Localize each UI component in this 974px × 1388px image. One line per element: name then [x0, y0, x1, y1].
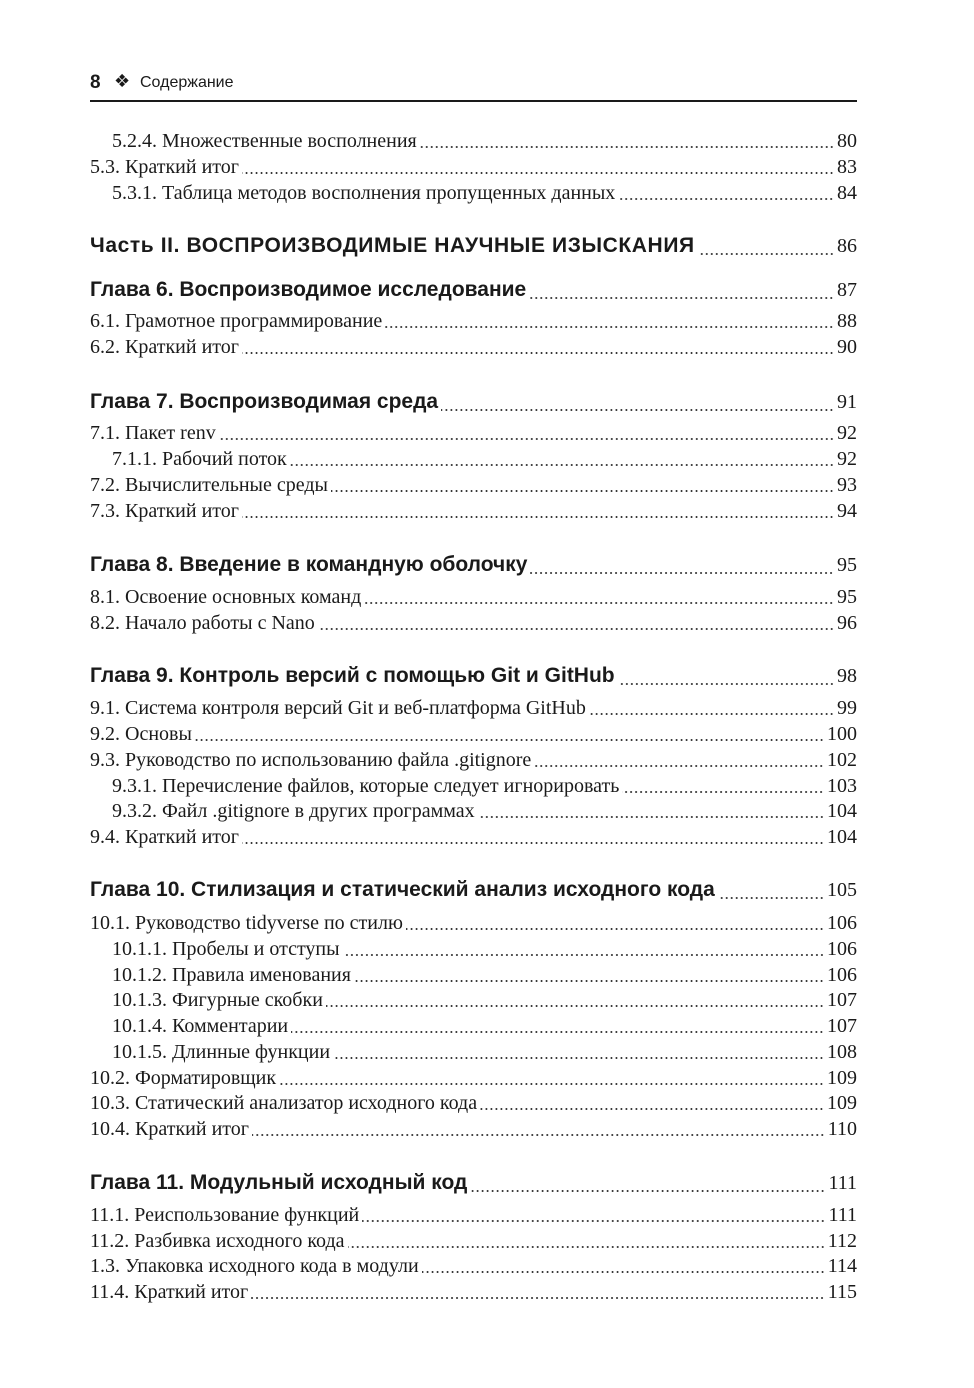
toc-entry-page: 106 [827, 964, 857, 986]
toc-chapter[interactable] [90, 1168, 857, 1198]
toc-entry-label: 9.3.1. Перечисление файлов, которые следует игнорировать [112, 775, 620, 797]
dot-leader [406, 928, 824, 930]
toc-entry-page: 109 [827, 1067, 857, 1089]
dot-leader [252, 1134, 825, 1136]
dot-leader [589, 713, 834, 715]
dot-leader [242, 842, 824, 844]
toc-entry-label: 10.1.5. Длинные функции [112, 1041, 331, 1063]
toc-chapter-label: Глава 10. Стилизация и статический анализ исходного кода [90, 878, 715, 901]
toc-entry[interactable] [90, 747, 857, 773]
toc-chapter[interactable] [90, 387, 857, 417]
page-number: 8 [90, 72, 101, 93]
dot-leader [354, 980, 824, 982]
dot-leader [343, 954, 824, 956]
toc-entry-label: 10.1.1. Пробелы и отступы [112, 938, 340, 960]
dot-leader [470, 1190, 825, 1192]
toc-entry-label: 5.2.4. Множественные восполнения [112, 130, 417, 152]
toc-entry[interactable] [90, 987, 857, 1013]
toc-entry[interactable] [90, 910, 857, 936]
dot-leader [422, 1271, 825, 1273]
table-of-contents [90, 0, 857, 1388]
toc-entry-page: 94 [837, 500, 857, 522]
toc-entry-page: 99 [837, 697, 857, 719]
toc-entry-label: 11.2. Разбивка исходного кода [90, 1230, 345, 1252]
toc-entry-label: 9.3.2. Файл .gitignore в других программах [112, 800, 475, 822]
dot-leader [290, 464, 834, 466]
toc-entry-label: 10.1.3. Фигурные скобки [112, 989, 323, 1011]
toc-entry-page: 96 [837, 612, 857, 634]
toc-entry[interactable] [90, 1039, 857, 1065]
toc-entry[interactable] [90, 773, 857, 799]
toc-entry-label: 10.4. Краткий итог [90, 1118, 249, 1140]
toc-entry[interactable] [90, 420, 857, 446]
toc-entry-page: 106 [827, 938, 857, 960]
toc-entry-label: 7.1. Пакет renv [90, 422, 216, 444]
dot-leader [441, 409, 834, 411]
toc-entry-page: 107 [827, 989, 857, 1011]
dot-leader [534, 765, 824, 767]
toc-entry[interactable] [90, 334, 857, 360]
toc-entry-page: 115 [827, 1281, 857, 1303]
toc-entry-page: 111 [828, 1204, 857, 1226]
toc-entry-page: 86 [837, 235, 857, 257]
ornament-icon: ❖ [114, 71, 131, 91]
toc-chapter-label: Глава 9. Контроль версий с помощью Git и GitHub [90, 664, 615, 687]
toc-entry[interactable] [90, 1090, 857, 1116]
toc-entry-page: 114 [827, 1255, 857, 1277]
toc-entry[interactable] [90, 936, 857, 962]
dot-leader [242, 172, 834, 174]
toc-entry[interactable] [90, 128, 857, 154]
dot-leader [331, 490, 834, 492]
dot-leader [348, 1246, 825, 1248]
toc-entry-page: 92 [837, 422, 857, 444]
toc-entry[interactable] [90, 180, 857, 206]
toc-part[interactable] [90, 231, 857, 261]
toc-part-label: Часть II. ВОСПРОИЗВОДИМЫЕ НАУЧНЫЕ ИЗЫСКАНИЯ [90, 234, 695, 257]
toc-entry-label: 8.1. Освоение основных команд [90, 586, 362, 608]
toc-entry[interactable] [90, 154, 857, 180]
dot-leader [618, 198, 834, 200]
toc-entry-page: 91 [837, 391, 857, 413]
dot-leader [279, 1083, 824, 1085]
toc-entry-label: 6.2. Краткий итог [90, 336, 239, 358]
toc-entry-page: 90 [837, 336, 857, 358]
toc-entry[interactable] [90, 472, 857, 498]
toc-entry-page: 108 [827, 1041, 857, 1063]
dot-leader [333, 1057, 824, 1059]
toc-entry[interactable] [90, 308, 857, 334]
dot-leader [318, 628, 834, 630]
toc-entry[interactable] [90, 962, 857, 988]
toc-chapter-label: Глава 6. Воспроизводимое исследование [90, 278, 527, 301]
toc-entry[interactable] [90, 1116, 857, 1142]
dot-leader [242, 516, 834, 518]
toc-entry-page: 107 [827, 1015, 857, 1037]
dot-leader [364, 602, 834, 604]
dot-leader [618, 683, 834, 685]
dot-leader [385, 326, 834, 328]
toc-entry-page: 95 [837, 586, 857, 608]
dot-leader [242, 352, 834, 354]
toc-entry-page: 105 [827, 879, 857, 901]
toc-entry[interactable] [90, 610, 857, 636]
toc-chapter[interactable] [90, 550, 857, 580]
toc-entry[interactable] [90, 798, 857, 824]
toc-entry-page: 110 [827, 1118, 857, 1140]
toc-entry[interactable] [90, 1065, 857, 1091]
toc-entry-label: 10.2. Форматировщик [90, 1067, 277, 1089]
toc-entry-page: 111 [828, 1172, 857, 1194]
toc-entry-page: 84 [837, 182, 857, 204]
dot-leader [420, 146, 834, 148]
toc-entry[interactable] [90, 446, 857, 472]
toc-entry[interactable] [90, 721, 857, 747]
toc-entry-page: 83 [837, 156, 857, 178]
toc-entry-page: 93 [837, 474, 857, 496]
dot-leader [622, 791, 824, 793]
toc-entry-label: 9.2. Основы [90, 723, 192, 745]
toc-entry-page: 104 [827, 826, 857, 848]
toc-entry-page: 88 [837, 310, 857, 332]
toc-entry-label: 5.3. Краткий итог [90, 156, 239, 178]
toc-entry-label: 10.3. Статический анализатор исходного кода [90, 1092, 478, 1114]
toc-entry-label: 11.1. Реиспользование функций [90, 1204, 360, 1226]
toc-chapter-label: Глава 11. Модульный исходный код [90, 1171, 468, 1194]
toc-entry-page: 106 [827, 912, 857, 934]
toc-entry[interactable] [90, 1013, 857, 1039]
toc-entry[interactable] [90, 1228, 857, 1254]
dot-leader [480, 1108, 824, 1110]
toc-entry-page: 104 [827, 800, 857, 822]
dot-leader [195, 739, 824, 741]
toc-entry-label: 9.1. Система контроля версий Git и веб-платформа GitHub [90, 697, 586, 719]
toc-entry-label: 1.3. Упаковка исходного кода в модули [90, 1255, 419, 1277]
dot-leader [251, 1297, 825, 1299]
dot-leader [291, 1031, 824, 1033]
toc-entry-label: 10.1.2. Правила именования [112, 964, 351, 986]
dot-leader [219, 438, 834, 440]
toc-chapter[interactable] [90, 661, 857, 691]
toc-entry-label: 7.1.1. Рабочий поток [112, 448, 287, 470]
toc-entry-label: 8.2. Начало работы с Nano [90, 612, 315, 634]
toc-entry-page: 109 [827, 1092, 857, 1114]
toc-entry-label: 5.3.1. Таблица методов восполнения пропущенных данных [112, 182, 616, 204]
dot-leader [478, 816, 824, 818]
toc-entry-page: 112 [827, 1230, 857, 1252]
toc-entry-page: 92 [837, 448, 857, 470]
toc-entry[interactable] [90, 1279, 857, 1305]
dot-leader [362, 1220, 825, 1222]
toc-chapter[interactable] [90, 875, 857, 905]
toc-entry[interactable] [90, 1253, 857, 1279]
toc-entry[interactable] [90, 824, 857, 850]
toc-entry-label: 6.1. Грамотное программирование [90, 310, 383, 332]
toc-entry-label: 7.3. Краткий итог [90, 500, 239, 522]
toc-chapter-label: Глава 8. Введение в командную оболочку [90, 553, 528, 576]
toc-entry[interactable] [90, 695, 857, 721]
dot-leader [530, 572, 834, 574]
toc-entry-page: 100 [827, 723, 857, 745]
dot-leader [718, 897, 824, 899]
toc-entry-label: 9.3. Руководство по использованию файла .gitignore [90, 749, 532, 771]
toc-entry-page: 95 [837, 554, 857, 576]
dot-leader [698, 253, 834, 255]
toc-entry-label: 10.1.4. Комментарии [112, 1015, 289, 1037]
toc-chapter[interactable] [90, 275, 857, 305]
toc-entry-page: 80 [837, 130, 857, 152]
toc-entry-label: 10.1. Руководство tidyverse по стилю [90, 912, 403, 934]
toc-entry-label: 9.4. Краткий итог [90, 826, 239, 848]
toc-chapter-label: Глава 7. Воспроизводимая среда [90, 390, 439, 413]
dot-leader [529, 297, 834, 299]
toc-entry-page: 103 [827, 775, 857, 797]
toc-entry-label: 7.2. Вычислительные среды [90, 474, 328, 496]
toc-entry-page: 102 [827, 749, 857, 771]
toc-entry-page: 87 [837, 279, 857, 301]
dot-leader [326, 1005, 824, 1007]
toc-entry-label: 11.4. Краткий итог [90, 1281, 249, 1303]
toc-entry-page: 98 [837, 665, 857, 687]
toc-entry[interactable] [90, 498, 857, 524]
section-title: Содержание [140, 74, 234, 91]
toc-entry[interactable] [90, 584, 857, 610]
toc-entry[interactable] [90, 1202, 857, 1228]
